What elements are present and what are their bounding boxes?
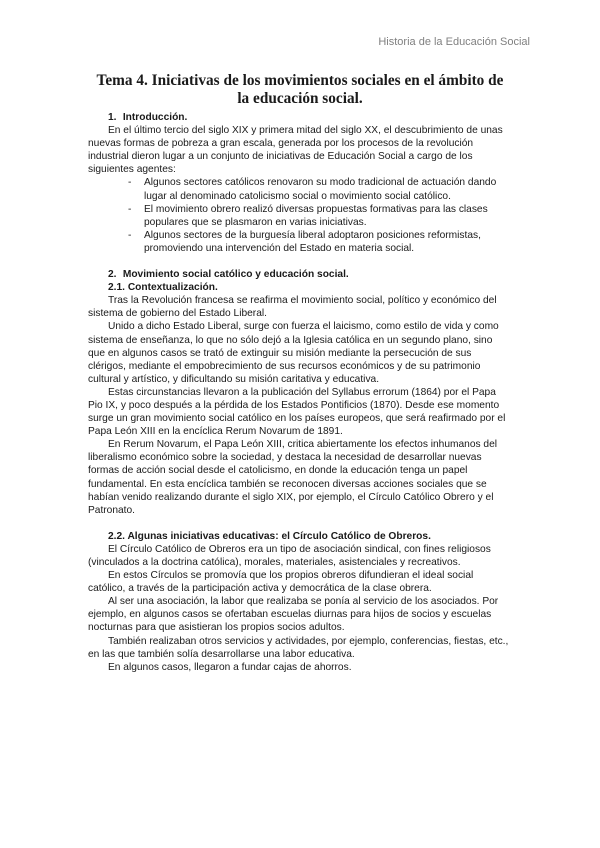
section-1-heading xyxy=(88,111,512,124)
document-body xyxy=(88,72,512,674)
agents-list xyxy=(88,176,512,255)
paragraph: Tras la Revolución francesa se reafirma el movimiento social, político y económico del sistema de gobierno del Estado Liberal. xyxy=(88,295,497,320)
section-2-number: 2. xyxy=(108,269,117,281)
section-2-heading xyxy=(88,268,512,281)
list-item: - Algunos sectores católicos renovaron su modo tradicional de actuación dando lugar al denominado catolicismo social o movimiento social católico. xyxy=(144,176,512,202)
paragraph: En Rerum Novarum, el Papa León XIII, critica abiertamente los efectos inhumanos del liberalismo económico sobre la sociedad, y destaca la necesidad de desarrollar nuevas formas de acción social desde el catolicismo, en donde la educación tenga un papel fundamental. En esta encíclica también se reconocen diversas acciones sociales que se habían venido realizando durante el siglo XIX, por ejemplo, el Círculo Católico Obrero y el Patronato. xyxy=(88,439,498,516)
paragraph: Al ser una asociación, la labor que realizaba se ponía al servicio de los asociados. Por ejemplo, en algunos casos se ofertaban escuelas diurnas para hijos de socios y escuelas nocturnas para que asistieran los propios socios adultos. xyxy=(88,596,499,634)
section-1-title: Introducción. xyxy=(122,112,188,123)
section-1-paragraph: En el último tercio del siglo XIX y primera mitad del siglo XX, el descubrimiento de unas nuevas formas de pobreza a gran escala, generada por los procesos de la revolución industrial dieron lugar a un conjunto de iniciativas de Educación Social a cargo de los siguientes agentes: xyxy=(88,125,503,176)
list-item: - Algunos sectores de la burguesía liberal adoptaron posiciones reformistas, promoviendo una intervención del Estado en materia social. xyxy=(144,229,512,255)
section-1-number: 1. xyxy=(108,112,117,123)
section-2-title: Movimiento social católico y educación social. xyxy=(122,269,349,281)
document-title: Tema 4. Iniciativas de los movimientos sociales en el ámbito de la educación social. xyxy=(96,72,504,107)
subsection-2-2-heading: 2.2. Algunas iniciativas educativas: el Círculo Católico de Obreros. xyxy=(108,530,431,542)
paragraph: En estos Círculos se promovía que los propios obreros difundieran el ideal social católico, a través de la participación activa y democrática de la clase obrera. xyxy=(88,570,474,595)
paragraph: También realizaban otros servicios y actividades, por ejemplo, conferencias, fiestas, etc., en las que también solía desarrollarse una labor educativa. xyxy=(88,635,509,660)
paragraph: Unido a dicho Estado Liberal, surge con fuerza el laicismo, como estilo de vida y como sistema de enseñanza, lo que no sólo dejó a la Iglesia católica en un segundo plano, sino que en algunos casos se trató de extinguir su misión mediante la persecución de sus clérigos, mediante el empobrecimiento de sus recursos económicos y de su patrimonio cultural y artístico, y dificultando su misión caritativa y educativa. xyxy=(88,321,499,385)
paragraph: El Círculo Católico de Obreros era un tipo de asociación sindical, con fines religiosos (vinculados a la doctrina católica), morales, materiales, asistenciales y recreativos. xyxy=(88,543,491,568)
paragraph: En algunos casos, llegaron a fundar cajas de ahorros. xyxy=(108,661,352,673)
list-item: - El movimiento obrero realizó diversas propuestas formativas para las clases populares que se plasmaron en varias iniciativas. xyxy=(144,203,512,229)
paragraph: Estas circunstancias llevaron a la publicación del Syllabus errorum (1864) por el Papa Pio IX, y poco después a la pérdida de los Estados Pontificios (1870). Desde ese momento surge un gran movimiento social católico en los países europeos, que será reafirmado por el Papa León XIII en la encíclica Rerum Novarum de 1891. xyxy=(88,386,506,438)
running-header: Historia de la Educación Social xyxy=(378,36,530,48)
subsection-2-1-heading: 2.1. Contextualización. xyxy=(108,282,218,294)
